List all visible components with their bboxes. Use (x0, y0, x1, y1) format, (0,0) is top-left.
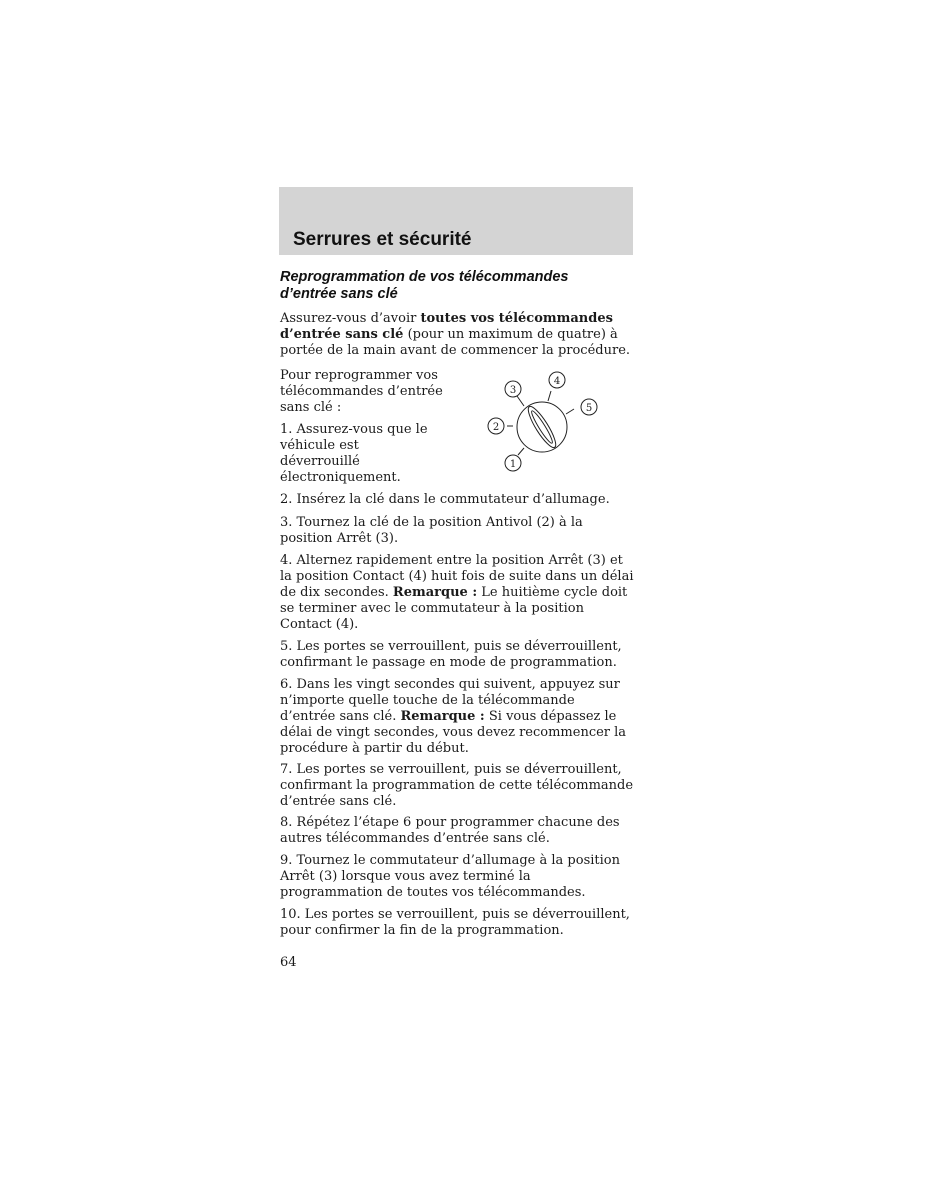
position-4-label: 4 (553, 376, 561, 387)
subsection-heading-line1: Reprogrammation de vos télécommandes (280, 269, 569, 285)
subsection-heading-line2: d’entrée sans clé (280, 286, 398, 302)
step-5: 5. Les portes se verrouillent, puis se déverrouillent, confirmant le passage en mode de programmation. (280, 639, 622, 670)
intro-text-pre: Assurez-vous d’avoir (280, 311, 421, 326)
step-10: 10. Les portes se verrouillent, puis se déverrouillent, pour confirmer la fin de la programmation. (280, 907, 630, 938)
position-5-label: 5 (585, 403, 593, 414)
step-7: 7. Les portes se verrouillent, puis se déverrouillent, confirmant la programmation de cette télécommande d’entrée sans clé. (280, 762, 634, 809)
step-1: 1. Assurez-vous que le véhicule est déverrouillé électroniquement. (280, 422, 428, 485)
step-4-remark-label: Remarque : (392, 585, 478, 600)
step-4 (280, 553, 634, 633)
section-header-band (279, 187, 633, 255)
intro-paragraph (280, 311, 634, 359)
ignition-switch-diagram (478, 366, 604, 476)
step-6-text-post: Si vous dépassez le délai de vingt secondes, vous devez recommencer la procédure à partir du début. (280, 709, 627, 756)
step-3: 3. Tournez la clé de la position Antivol (2) à la position Arrêt (3). (280, 515, 583, 546)
lead-in-paragraph: Pour reprogrammer vos télécommandes d’entrée sans clé : (280, 368, 443, 415)
intro-text-post: (pour un maximum de quatre) à portée de la main avant de commencer la procédure. (280, 327, 631, 358)
position-2-label: 2 (492, 422, 500, 433)
intro-text-bold: toutes vos télécommandes d’entrée sans clé (280, 311, 613, 342)
subsection-heading (280, 269, 640, 303)
step-6 (280, 677, 634, 757)
step-8: 8. Répétez l’étape 6 pour programmer chacune des autres télécommandes d’entrée sans clé. (280, 815, 620, 846)
page-number: 64 (280, 955, 297, 970)
step-9: 9. Tournez le commutateur d’allumage à la position Arrêt (3) lorsque vous avez terminé la programmation de toutes vos télécommandes. (280, 853, 620, 900)
step-4-text-post: Le huitième cycle doit se terminer avec le commutateur à la position Contact (4). (280, 585, 628, 632)
position-3-label: 3 (509, 385, 517, 396)
position-1-label: 1 (509, 459, 517, 470)
step-2: 2. Insérez la clé dans le commutateur d’allumage. (280, 492, 610, 507)
step-4-text-pre: 4. Alternez rapidement entre la position Arrêt (3) et la position Contact (4) huit fois de suite dans un délai de dix secondes. (280, 553, 634, 600)
step-6-text-pre: 6. Dans les vingt secondes qui suivent, appuyez sur n’importe quelle touche de la télécommande d’entrée sans clé. (280, 677, 620, 724)
step-6-remark-label: Remarque : (400, 709, 485, 724)
section-title: Serrures et sécurité (293, 229, 472, 250)
